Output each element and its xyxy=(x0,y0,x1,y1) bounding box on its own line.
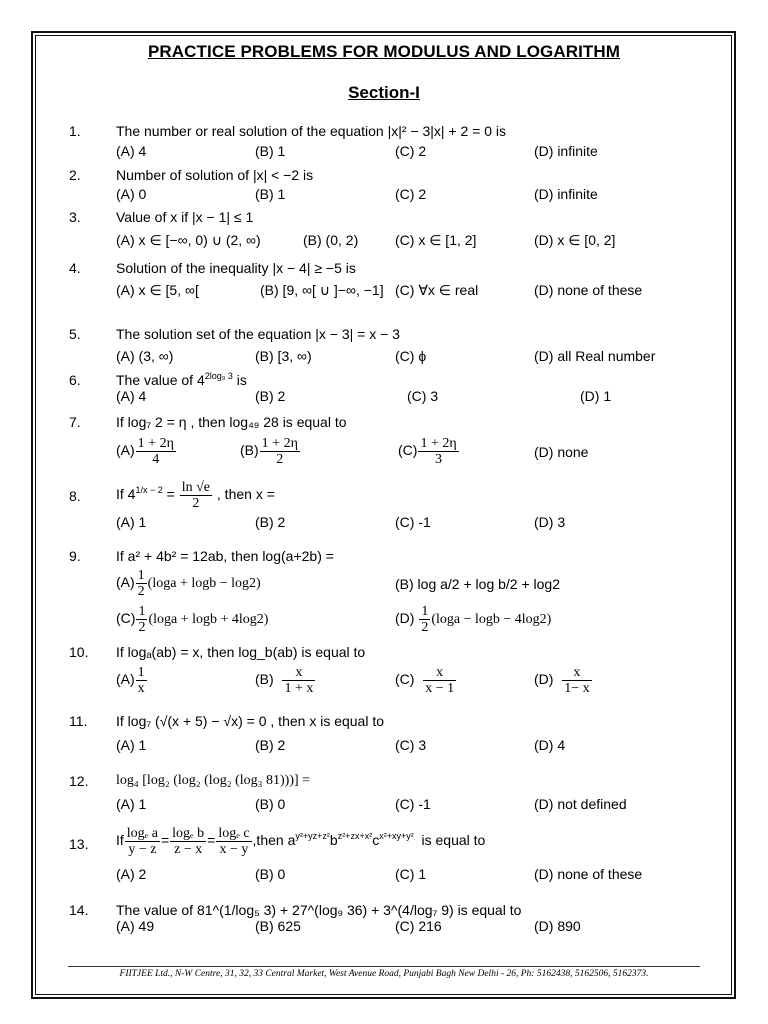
option-c: (C) x ∈ [1, 2] xyxy=(395,232,477,248)
question-number: 13. xyxy=(69,836,89,852)
option-label: (D) xyxy=(534,671,554,688)
denominator: z − x xyxy=(174,842,203,857)
numerator: x xyxy=(282,665,315,681)
question-text: If $\frac{\text{logₑ a}}{y - z}$ = $\frac{\text{logₑ b}}{z - x}$ = $\frac{\text{logₑ c}}{x - y}$ ,then $a^{y^2+yz+z^2}b^{z^2+zx+x^2}c^{x^2+xy+y^2}$ is equal to xyxy=(116,826,486,857)
fraction xyxy=(216,826,251,857)
question-text-pre: If 4 xyxy=(116,486,136,503)
question-number: 6. xyxy=(69,372,81,388)
expression: (loga + logb + 4log2) xyxy=(148,612,269,628)
option-label: (A) xyxy=(116,671,135,688)
footer-divider xyxy=(68,966,700,967)
question-text: Number of solution of |x| < −2 is xyxy=(116,167,314,183)
option-d: (D) 3 xyxy=(534,514,566,530)
option-a: (A) 1 xyxy=(116,737,147,753)
fraction xyxy=(562,665,591,696)
fraction xyxy=(125,826,160,857)
exponent: 1/x − 2 xyxy=(135,485,163,496)
option-c: (C) -1 xyxy=(395,796,431,812)
option-b: (B) 1 xyxy=(255,186,286,202)
fraction xyxy=(419,604,430,635)
option-a: (A) 49 xyxy=(116,918,155,934)
fraction xyxy=(136,604,147,635)
question-number: 10. xyxy=(69,644,89,660)
option-b: (B) 0 xyxy=(255,796,286,812)
option-d: (D) none of these xyxy=(534,866,643,882)
numerator: 1 + 2η xyxy=(137,436,174,451)
question-number: 1. xyxy=(69,123,81,139)
numerator: 1 xyxy=(137,568,145,583)
denominator: 3 xyxy=(435,452,443,467)
denominator: x − y xyxy=(219,842,249,857)
option-c xyxy=(398,436,460,467)
question-text-mid: ,then a xyxy=(252,832,296,849)
option-a: (A) 2 xyxy=(116,866,147,882)
option-b: (B) 2 xyxy=(255,514,286,530)
option-a: (A) 0 xyxy=(116,186,147,202)
option-label: (C) xyxy=(395,671,415,688)
option-d xyxy=(534,665,593,696)
exponent: y²+yz+z² xyxy=(295,831,330,842)
question-text-post: is equal to xyxy=(421,832,486,849)
option-c: (C) 3 xyxy=(407,388,439,404)
denominator: x xyxy=(137,681,145,696)
option-d: (D) none xyxy=(534,444,589,460)
page-title: PRACTICE PROBLEMS FOR MODULUS AND LOGARITHM xyxy=(147,42,621,61)
option-c: (C) 2 xyxy=(395,186,427,202)
denominator: 2 xyxy=(421,620,429,635)
option-a: (A) 1 xyxy=(116,514,147,530)
question-text-pre: If xyxy=(116,832,124,849)
option-b: (B) 1 xyxy=(255,143,286,159)
option-b: (B) 2 xyxy=(255,737,286,753)
denominator: x − 1 xyxy=(425,681,455,696)
option-b: (B) (0, 2) xyxy=(303,232,359,248)
question-number: 2. xyxy=(69,167,81,183)
fraction xyxy=(170,826,206,857)
option-a: (A) x ∈ [5, ∞[ xyxy=(116,282,199,298)
denominator: 1− x xyxy=(564,681,590,696)
option-a xyxy=(116,436,177,467)
option-c: (C) 216 xyxy=(395,918,442,934)
expression: (loga + logb − log2) xyxy=(147,576,261,592)
option-c xyxy=(395,665,457,696)
option-d: (D) infinite xyxy=(534,186,598,202)
fraction xyxy=(423,665,456,696)
question-text: If logₐ(ab) = x, then log_b(ab) is equal to xyxy=(116,644,366,660)
question-text-post: , then x = xyxy=(216,486,275,503)
section-heading: Section-I xyxy=(348,83,420,102)
option-b: (B) log a/2 + log b/2 + log2 xyxy=(395,576,560,592)
question-number: 9. xyxy=(69,548,81,564)
numerator: x xyxy=(423,665,456,681)
numerator: 1 + 2η xyxy=(420,436,457,451)
exponent: z²+zx+x² xyxy=(337,831,373,842)
numerator: x xyxy=(562,665,591,681)
option-b xyxy=(255,665,316,696)
question-number: 3. xyxy=(69,209,81,225)
exponent: x²+xy+y² xyxy=(379,831,414,842)
question-text: If log₇ (√(x + 5) − √x) = 0 , then x is equal to xyxy=(116,713,385,729)
question-text: If log₇ 2 = η , then log₄₉ 28 is equal to xyxy=(116,414,347,430)
denominator: 2 xyxy=(137,584,145,599)
question-number: 7. xyxy=(69,414,81,430)
question-text: Value of x if |x − 1| ≤ 1 xyxy=(116,209,254,225)
fraction xyxy=(136,665,147,696)
option-d: (D) 890 xyxy=(534,918,581,934)
question-text: The solution set of the equation |x − 3| = x − 3 xyxy=(116,326,400,342)
option-d: (D) 1 xyxy=(580,388,612,404)
fraction xyxy=(418,436,458,467)
option-c: (C) ϕ xyxy=(395,348,427,364)
option-c: (C) 2 xyxy=(395,143,427,159)
option-a: (A) 1 xyxy=(116,796,147,812)
option-b: (B) [3, ∞) xyxy=(255,348,312,364)
question-text xyxy=(116,480,275,511)
fraction xyxy=(260,436,300,467)
option-label: (B) xyxy=(240,442,259,459)
option-d: (D) all Real number xyxy=(534,348,656,364)
option-d: (D) x ∈ [0, 2] xyxy=(534,232,616,248)
denominator: y − z xyxy=(128,842,157,857)
fraction xyxy=(136,568,147,599)
question-number: 14. xyxy=(69,902,89,918)
option-c: (C) 3 xyxy=(395,737,427,753)
denominator: 2 xyxy=(192,496,200,511)
option-label: (C) xyxy=(398,442,418,459)
numerator: 1 xyxy=(138,604,146,619)
question-number: 11. xyxy=(69,713,88,729)
exponent-base: 4 xyxy=(196,372,205,388)
denominator: 2 xyxy=(276,452,284,467)
question-text: The number or real solution of the equation |x|² − 3|x| + 2 = 0 is xyxy=(116,123,507,139)
option-label: (A) xyxy=(116,442,135,459)
option-a xyxy=(116,568,261,599)
option-a: (A) 4 xyxy=(116,143,147,159)
numerator: ln √e xyxy=(181,480,211,495)
option-c: (C) -1 xyxy=(395,514,431,530)
option-b: (B) [9, ∞[ ∪ ]−∞, −1] xyxy=(260,282,384,298)
option-b: (B) 625 xyxy=(255,918,301,934)
variable-c: c xyxy=(372,832,380,849)
option-label: (D) xyxy=(395,610,415,627)
option-c: (C) ∀x ∈ real xyxy=(395,282,479,298)
footer-address: FIITJEE Ltd., N-W Centre, 31, 32, 33 Central Market, West Avenue Road, Punjabi Bagh New Delhi - 26, Ph: 5162438, 5162506, 5162373. xyxy=(119,969,649,979)
expression: (loga − logb − 4log2) xyxy=(431,612,552,628)
option-c xyxy=(116,604,268,635)
numerator: 1 xyxy=(137,665,145,680)
option-a xyxy=(116,665,148,696)
equals-sign: = xyxy=(166,486,175,503)
option-a: (A) 4 xyxy=(116,388,147,404)
numerator: logₑ b xyxy=(172,826,205,841)
option-b: (B) 2 xyxy=(255,388,286,404)
option-b: (B) 0 xyxy=(255,866,286,882)
option-label: (C) xyxy=(116,610,136,627)
question-text: log₄ [log₂ (log₂ (log₂ (log₃ 81)))] = xyxy=(116,773,311,788)
option-c: (C) 1 xyxy=(395,866,427,882)
option-d: (D) infinite xyxy=(534,143,598,159)
question-text: The value of 81^(1/log₅ 3) + 27^(log₉ 36) + 3^(4/log₇ 9) is equal to xyxy=(116,902,522,918)
option-d: (D) not defined xyxy=(534,796,627,812)
option-label: (B) xyxy=(255,671,274,688)
option-d: (D) none of these xyxy=(534,282,643,298)
variable-b: b xyxy=(329,832,338,849)
fraction xyxy=(136,436,176,467)
option-d: (D) 4 xyxy=(534,737,566,753)
option-a: (A) (3, ∞) xyxy=(116,348,174,364)
fraction xyxy=(180,480,212,511)
question-number: 8. xyxy=(69,488,81,504)
exponent: 2log₉ 3 xyxy=(204,371,233,381)
denominator: 2 xyxy=(138,620,146,635)
question-text-post: is xyxy=(232,372,247,388)
numerator: 1 xyxy=(421,604,429,619)
numerator: logₑ c xyxy=(218,826,250,841)
question-number: 4. xyxy=(69,260,81,276)
fraction xyxy=(282,665,315,696)
denominator: 4 xyxy=(152,452,160,467)
option-b xyxy=(240,436,301,467)
option-a: (A) x ∈ [−∞, 0) ∪ (2, ∞) xyxy=(116,232,261,248)
question-number: 12. xyxy=(69,773,89,789)
numerator: logₑ a xyxy=(126,826,158,841)
question-number: 5. xyxy=(69,326,81,342)
question-text-pre: The value of xyxy=(116,372,197,388)
numerator: 1 + 2η xyxy=(261,436,298,451)
question-text: If a² + 4b² = 12ab, then log(a+2b) = xyxy=(116,548,334,564)
option-d xyxy=(395,604,551,635)
denominator: 1 + x xyxy=(284,681,314,696)
option-label: (A) xyxy=(116,574,135,591)
question-text: Solution of the inequality |x − 4| ≥ −5 is xyxy=(116,260,356,276)
